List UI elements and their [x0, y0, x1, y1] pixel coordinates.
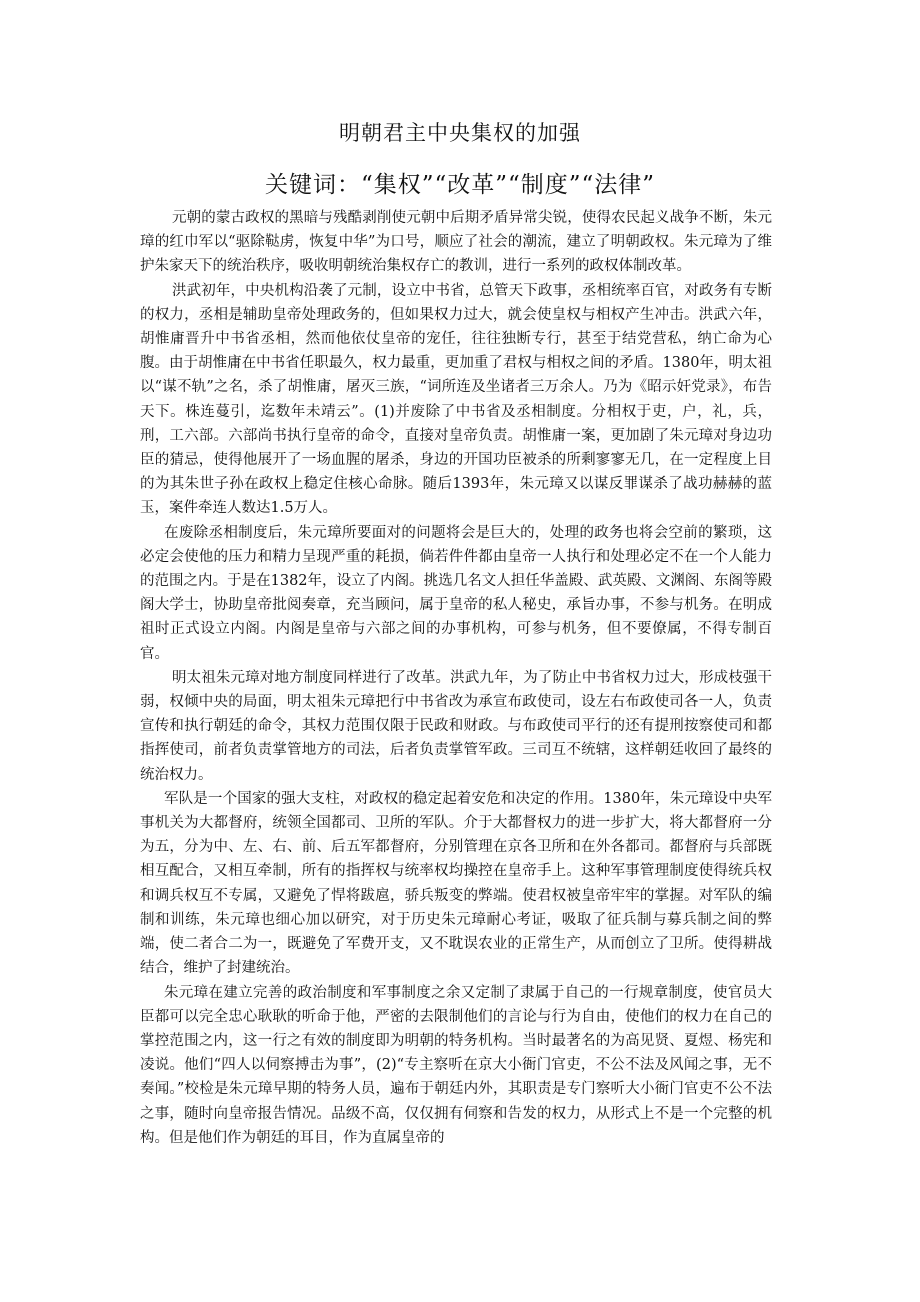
paragraph-military-reform: 军队是一个国家的强大支柱，对政权的稳定起着安危和决定的作用。1380年，朱元璋设中央军事机关为大都督府，统领全国都司、卫所的军队。介于大都督权力的进一步扩大，将大都督府一分为五，分为中、左、右、前、后五军都督府，分别管理在京各卫所和在外各都司。都督府与兵部既相互配合，又相互牵制，所有的指挥权与统率权均操控在皇帝手上。这种军事管理制度使得统兵权和调兵权互不专属，又避免了悍将跋扈，骄兵叛变的弊端。使君权被皇帝牢牢的掌握。对军队的编制和训练，朱元璋也细心加以研究，对于历史朱元璋耐心考证，吸取了征兵制与募兵制之间的弊端，使二者合二为一，既避免了军费开支，又不耽误农业的正常生产，从而创立了卫所。使得耕战结合，维护了封建统治。 [140, 790, 772, 977]
paragraph-abolish-chancellor: 洪武初年，中央机构沿袭了元制，设立中书省，总管天下政事，丞相统率百官，对政务有专断的权力，丞相是辅助皇帝处理政务的，但如果权力过大，就会使皇权与相权产生冲击。洪武六年，胡惟庸晋升中书省丞相，然而他依仗皇帝的宠任，往往独断专行，甚至于结党营私，纳亡命为心腹。由于胡惟庸在中书省任职最久，权力最重，更加重了君权与相权之间的矛盾。1380年，明太祖以“谋不轨”之名，杀了胡惟庸，屠灭三族，“词所连及坐诸者三万余人。乃为《昭示奸党录》，布告天下。株连蔓引，迄数年未靖云”。(1)并废除了中书省及丞相制度。分相权于吏，户，礼，兵，刑，工六部。六部尚书执行皇帝的命令，直接对皇帝负责。胡惟庸一案，更加剧了朱元璋对身边功臣的猜忌，使得他展开了一场血腥的屠杀，身边的开国功臣被杀的所剩寥寥无几，在一定程度上目的为其朱世子孙在政权上稳定住核心命脉。随后1393年，朱元璋又以谋反罪谋杀了战功赫赫的蓝玉，案件牵连人数达1.5万人。 [140, 282, 772, 517]
paragraph-local-reform: 明太祖朱元璋对地方制度同样进行了改革。洪武九年，为了防止中书省权力过大，形成枝强干弱，权倾中央的局面，明太祖朱元璋把行中书省改为承宣布政使司，设左右布政使司各一人，负责宣传和执行朝廷的命令，其权力范围仅限于民政和财政。与布政使司平行的还有提刑按察使司和都指挥使司，前者负责掌管地方的司法，后者负责掌管军政。三司互不统辖，这样朝廷收回了最终的统治权力。 [140, 669, 772, 783]
paragraph-grand-secretariat: 在废除丞相制度后，朱元璋所要面对的问题将会是巨大的，处理的政务也将会空前的繁琐，这必定会使他的压力和精力呈现严重的耗损，倘若件件都由皇帝一人执行和处理必定不在一个人能力的范围之内。于是在1382年，设立了内阁。挑选几名文人担任华盖殿、武英殿、文渊阁、东阁等殿阁大学士，协助皇帝批阅奏章，充当顾问，属于皇帝的私人秘史，承旨办事，不参与机务。在明成祖时正式设立内阁。内阁是皇帝与六部之间的办事机构，可参与机务，但不要僚属，不得专制百官。 [140, 524, 772, 662]
document-title: 明朝君主中央集权的加强 [339, 121, 581, 145]
keywords-line: 关键词：“集权”“改革”“制度”“法律” [264, 172, 656, 198]
document-body [140, 206, 772, 1150]
paragraph-secret-police: 朱元璋在建立完善的政治制度和军事制度之余又定制了隶属于自己的一行规章制度，使官员大臣都可以完全忠心耿耿的听命于他，严密的去限制他们的言论与行为自由，使他们的权力在自己的掌控范围之内，这一行之有效的制度即为明朝的特务机构。当时最著名的为高见贤、夏煜、杨宪和凌说。他们“四人以伺察搏击为事”，(2)“专主察听在京大小衙门官吏，不公不法及风闻之事，无不奏闻。”校检是朱元璋早期的特务人员，遍布于朝廷内外，其职责是专门察听大小衙门官吏不公不法之事，随时向皇帝报告情况。品级不高，仅仅拥有伺察和告发的权力，从形式上不是一个完整的机构。但是他们作为朝廷的耳目，作为直属皇帝的 [140, 984, 772, 1146]
paragraph-yuan-decline: 元朝的蒙古政权的黑暗与残酷剥削使元朝中后期矛盾异常尖锐，使得农民起义战争不断，朱元璋的红巾军以“驱除鞑虏，恢复中华”为口号，顺应了社会的潮流，建立了明朝政权。朱元璋为了维护朱家天下的统治秩序，吸收明朝统治集权存亡的教训，进行一系列的政权体制改革。 [140, 210, 772, 275]
